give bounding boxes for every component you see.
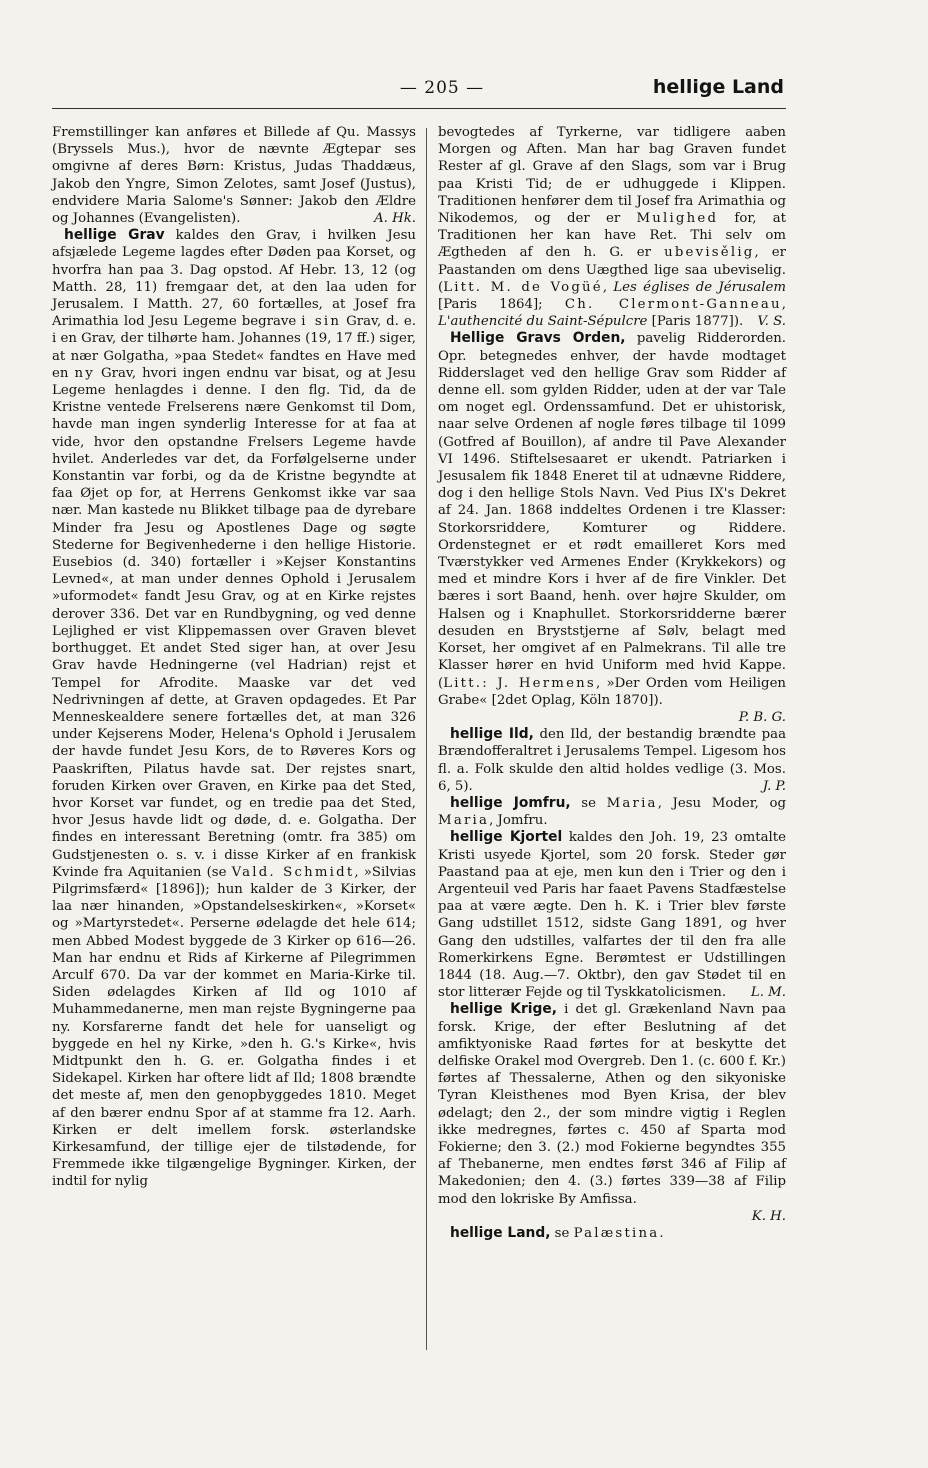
- headword-hellige-grav: hellige Grav: [64, 227, 165, 244]
- author-signature: V. S.: [757, 314, 786, 330]
- headword-hellige-jomfru: hellige Jomfru,: [450, 794, 571, 811]
- spaced-text: ny: [74, 365, 95, 381]
- entry-hellige-jomfru: [438, 795, 786, 829]
- headword-hellige-ild: hellige Ild,: [450, 726, 534, 743]
- spaced-text: ubevisělig: [664, 245, 755, 261]
- entry-text: Grav, hvori ingen endnu var bisat, og at Jesu Legeme henlagdes i denne. I den flg. Tid, da de Kristne ventede Frelserens nære Genkomst til Dom, havde man ingen synderlig Interesse for at faa at vide, hvor den opstandne Frelsers Legeme havde hvilet. Anderledes var det, da Forfølgelserne under Konstantin var forbi, og da de Kristne begyndte at faa Øjet op for, at Herrens Genkomst ikke var saa nær. Man kastede nu Blikket tilbage paa de dyrebare Minder fra Jesu og Apostlenes Dage og søgte Stederne for Begivenhederne i den hellige Historie. Eusebios (d. 340) fortæller i »Kejser Konstantins Levned«, at man under dennes Ophold i Jerusalem »uformodet« fandt Jesu Grav, og at en Kirke rejstes derover 336. Det var en Rundbygning, og ved denne Lejlighed er vist Klippemassen over Graven blevet borthugget. Et andet Sted siger han, at over Jesu Grav havde Hedningerne (vel Hadrian) rejst et Tempel for Afrodite. Maaske var det ved Nedrivningen af dette, at Graven opdagedes. Et Par Menneskealdere senere fortælles det, at man 326 under Kejserens Moder, Helena's Ophold i Jerusalem der havde fundet Jesu Kors, de to Røveres Kors og Paaskriften, Pilatus havde sat. Der rejstes snart, foruden Kirken over Graven, en Kirke paa det Sted, hvor Korset var fundet, og en tredie paa det Sted, hvor Jesus havde lidt og døde, d. e. Golgatha. Der findes en interessant Beretning (omtr. fra 385) om Gudstjenesten o. s. v. i disse Kirker af en frankisk Kvinde fra Aquitanien (se: [52, 365, 416, 880]
- entry-hellige-grav-continued: bevogtedes af Tyrkerne, var tidligere aaben Morgen og Aften. Man har bag Graven fundet Rester af gl. Grave af den Slags, som var i Brug paa Kristi Tid; de er udhuggede i Klippen. Traditionen henfører dem til Josef fra Arimathia og Nikodemos, og der er Mulighed for, at Traditionen her kan have Ret. Thi selv om Ægtheden af den h. G. er ubevisělig, er Paastanden om dens Uægthed lige saa ubeviselig. (Litt. M. de Vogüé, Les églises de Jérusalem [Paris 1864]; Ch. Clermont-Ganneau, L'authencité du Saint-Sépulcre [Paris 1877]). V. S.: [438, 125, 786, 330]
- continuation-text: Fremstillinger kan anføres et Billede af Qu. Massys (Bryssels Mus.), hvor de nævnte Ægtepar ses omgivne af deres Børn: Kristus, Judas Thaddæus, Jakob den Yngre, Simon Zelotes, samt Josef (Justus), endvidere Maria Salome's Sønner: Jakob den Ældre og Johannes (Evangelisten).: [52, 125, 416, 227]
- entry-text: [Paris 1864];: [438, 297, 565, 313]
- entry-text: se: [570, 795, 607, 811]
- author-signature: P. B. G.: [738, 709, 786, 725]
- entry-text: Grav, d. e. i en Grav, der tilhørte ham. Johannes (19, 17 ff.) siger, at nær Golgatha, »paa Stedet« fandtes en Have med en: [52, 314, 416, 381]
- spaced-author-name: Ch. Clermont-Ganneau: [564, 297, 782, 313]
- entry-hellige-gravs-orden: [438, 330, 786, 708]
- entry-hellige-ild: [438, 726, 786, 795]
- spaced-literature: Litt.: J. Hermens: [443, 675, 596, 691]
- entry-text: bevogtedes af Tyrkerne, var tidligere aaben Morgen og Aften. Man har bag Graven fundet Rester af gl. Grave af den Slags, som var i Brug paa Kristi Tid; de er udhuggede i Klippen. Traditionen henfører dem til Josef fra Arimathia og Nikodemos, og der er: [438, 125, 786, 227]
- entry-text: se: [550, 1226, 574, 1241]
- left-column: [52, 124, 416, 1191]
- author-signature: A. Hk.: [374, 211, 416, 227]
- headword-hellige-kjortel: hellige Kjortel: [450, 829, 563, 846]
- right-column: [438, 124, 786, 1242]
- book-title: Les églises de Jérusalem: [613, 279, 786, 295]
- author-signature: J. P.: [762, 778, 786, 794]
- entry-hellige-grav: [52, 227, 416, 1190]
- author-signature: K. H.: [751, 1208, 786, 1224]
- spaced-text: i sin: [301, 314, 342, 330]
- spaced-literature: Litt. M. de Vogüé: [443, 279, 603, 295]
- author-signature: L. M.: [750, 985, 786, 1001]
- entry-text: i det gl. Grækenland Navn paa forsk. Krige, der efter Beslutning af det amfiktyoniske Raad førtes for at beskytte det delfiske Orakel mod Overgreb. Den 1. (c. 600 f. Kr.) førtes af Thessalerne, Athen og den sikyoniske Tyran Kleisthenes mod Byen Krisa, der blev ødelagt; den 2., der som mindre vigtig i Reglen ikke medregnes, førtes c. 450 af Sparta mod Fokierne; den 3. (2.) mod Fokierne begyndtes 355 af Thebanerne, men endtes først 346 af Filip af Makedonien; den 4. (3.) førtes 339—38 af Filip mod den lokriske By Amfissa.: [438, 1002, 786, 1207]
- cross-reference: Maria: [606, 795, 658, 811]
- entry-text: , er Paastanden om dens Uægthed lige saa ubeviselig. (: [438, 245, 786, 295]
- cross-reference: Palæstina: [573, 1226, 660, 1241]
- entry-hellige-land: [438, 1225, 786, 1242]
- cross-reference: Maria: [438, 813, 490, 829]
- column-separator: [426, 128, 427, 1350]
- entry-hellige-krige: [438, 1001, 786, 1207]
- entry-text: [Paris 1877]).: [647, 314, 744, 330]
- entry-text: pavelig Ridderorden. Opr. betegnedes enhver, der havde modtaget Ridderslaget ved den hellige Grav som Ridder af denne ell. som gylden Ridder, uden at der var Tale om noget egl. Ordenssamfund. Det er uhistorisk, naar selve Ordenen af nogle føres tilbage til 1099 (Gotfred af Bouillon), af andre til Pave Alexander VI 1496. Stiftelsesaaret er ukendt. Patriarken i Jesusalem fik 1848 Eneret til at udnævne Riddere, dog i den hellige Stols Navn. Ved Pius IX's Dekret af 24. Jan. 1868 inddeltes Ordenen i tre Klasser: Storkorsriddere, Komturer og Riddere. Ordenstegnet er et rødt emailleret Kors med Tværstykker ved Armenes Ender (Krykkekors) og med et mindre Kors i hver af de fire Vinkler. Det bæres i sort Baand, henh. over højre Skulder, om Halsen og i Knaphullet. Storkorsridderne bærer desuden en Bryststjerne af Sølv, belagt med Korset, her omgivet af en Palmekrans. Til alle tre Klasser hører en hvid Uniform med hvid Kappe. (: [438, 331, 786, 691]
- entry-text: den Ild, der bestandig brændte paa Brændofferaltret i Jerusalems Tempel. Ligesom hos fl. a. Folk skulde den altid holdes vedlige (3. Mos. 6, 5).: [438, 727, 786, 794]
- entry-text: , »Silvias Pilgrimsfærd« [1896]); hun kalder de 3 Kirker, der laa nær hinanden, »Opstandelseskirken«, »Korset« og »Martyrstedet«. Perserne ødelagde det hele 614; men Abbed Modest byggede de 3 Kirker op 616—26. Man har endnu et Rids af Kirkerne af Pilegrimmen Arculf 670. Da var der kommet en Maria-Kirke til. Siden ødelagdes Kirken af Ild og 1010 af Muhammedanerne, men man rejste Bygningerne paa ny. Korsfarerne fandt det hele for uanseligt og byggede en hel ny Kirke, »den h. G.'s Kirke«, hvis Midtpunkt den h. G. er. Golgatha findes i et Sidekapel. Kirken har oftere lidt af Ild; 1808 brændte det meste af, men den genopbyggedes 1810. Meget af den bærer endnu Spor af at stamme fra 12. Aarh. Kirken er delt imellem forsk. østerlandske Kirkesamfund, der tillige ejer de tilstødende, for Fremmede ikke tilgængelige Bygninger. Kirken, der indtil for nylig: [52, 864, 416, 1190]
- entry-text: kaldes den Joh. 19, 23 omtalte Kristi usyede Kjortel, som 20 forsk. Steder gør Paastand paa at eje, men kun den i Trier og den i Argenteuil ved Paris har faaet Pavens Stadfæstelse paa at være ægte. Den h. K. i Trier blev første Gang udstillet 1512, sidste Gang 1891, og hver Gang den udstilles, valfartes der til den fra alle Romerkirkens Egne. Berømtest er Udstillingen 1844 (18. Aug.—7. Oktbr), den gav Stødet til en stor litterær Fejde og til Tyskkatolicismen.: [438, 830, 786, 1001]
- entry-hellige-kjortel: [438, 829, 786, 1001]
- entry-text: for, at Traditionen her kan have Ret. Thi selv om Ægtheden af den h. G. er: [438, 211, 786, 261]
- headword-hellige-gravs-orden: Hellige Gravs Orden,: [450, 330, 626, 347]
- page-header: [52, 78, 784, 106]
- entry-text: .: [659, 1226, 664, 1241]
- spaced-text: Mulighed: [636, 211, 719, 227]
- entry-text: kaldes den Grav, i hvilken Jesu afsjælede Legeme lagdes efter Døden paa Korset, og hvorfra han paa 3. Dag opstod. Af Hebr. 13, 12 (og Matth. 28, 11) fremgaar det, at den laa uden for Jerusalem. I Matth. 27, 60 fortælles, at Josef fra Arimathia lod Jesu Legeme begrave: [52, 228, 416, 330]
- book-title: L'authencité du Saint-Sépulcre: [438, 314, 648, 330]
- header-rule: [52, 108, 786, 109]
- page-number: — 205 —: [399, 78, 485, 98]
- running-head: hellige Land: [652, 76, 784, 98]
- entry-text: , Jesu Moder, og: [657, 795, 786, 811]
- entry-text: , »Der Orden vom Heiligen Grabe« [2det Oplag, Köln 1870]).: [438, 675, 786, 708]
- headword-hellige-krige: hellige Krige,: [450, 1001, 558, 1018]
- spaced-author-name: Vald. Schmidt: [231, 864, 355, 880]
- headword-hellige-land: hellige Land,: [450, 1225, 551, 1241]
- entry-continuation: [52, 124, 416, 227]
- entry-text: , Jomfru.: [489, 813, 548, 829]
